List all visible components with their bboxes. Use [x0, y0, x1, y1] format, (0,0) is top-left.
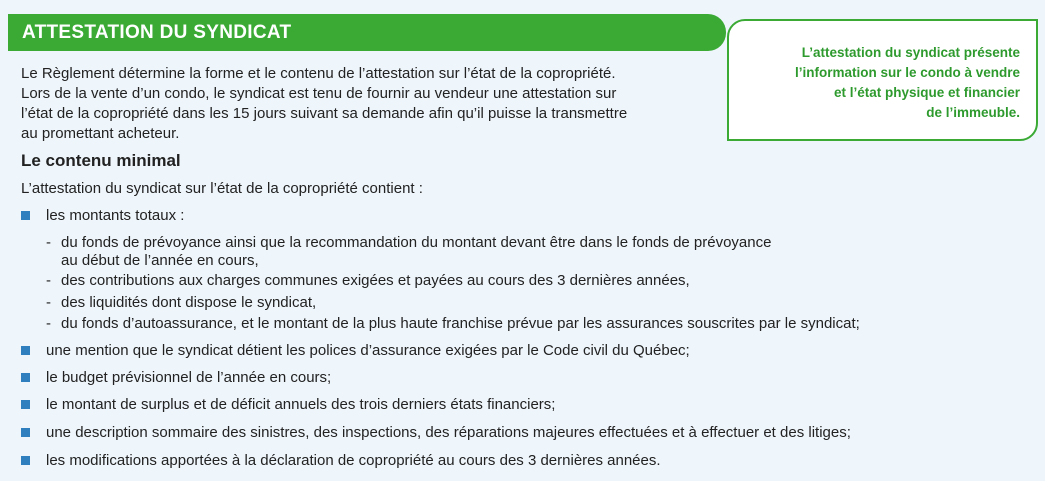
sub-list-item-text: du fonds de prévoyance ainsi que la recommandation du montant devant être dans le fonds de prévoyance	[61, 234, 772, 251]
list-item	[21, 452, 661, 469]
sub-list-item	[46, 294, 316, 312]
list-item-text: une mention que le syndicat détient les polices d’assurance exigées par le Code civil du Québec;	[46, 342, 690, 359]
square-bullet-icon	[21, 428, 30, 437]
sub-list-item-continuation: au début de l’année en cours,	[61, 252, 259, 269]
list-item-text: les montants totaux :	[46, 207, 185, 224]
dash-icon: -	[46, 272, 51, 289]
list-item-text: les modifications apportées à la déclaration de copropriété au cours des 3 dernières années.	[46, 452, 661, 469]
sub-list-item	[46, 272, 690, 290]
square-bullet-icon	[21, 211, 30, 220]
sub-list-item	[46, 234, 771, 270]
square-bullet-icon	[21, 346, 30, 355]
callout-box	[727, 19, 1038, 141]
list-item-text: une description sommaire des sinistres, des inspections, des réparations majeures effectuées et à effectuer et des litiges;	[46, 424, 851, 441]
section-title: Le contenu minimal	[21, 151, 181, 170]
list-item	[21, 369, 331, 386]
sub-list-item	[46, 315, 860, 333]
square-bullet-icon	[21, 400, 30, 409]
list-item	[21, 207, 184, 224]
section-lead: L’attestation du syndicat sur l’état de la copropriété contient :	[21, 180, 423, 197]
section-header-title: ATTESTATION DU SYNDICAT	[22, 21, 292, 43]
square-bullet-icon	[21, 456, 30, 465]
list-item-text: le montant de surplus et de déficit annuels des trois derniers états financiers;	[46, 396, 556, 413]
sub-list-item-text: des liquidités dont dispose le syndicat,	[61, 294, 317, 311]
dash-icon: -	[46, 315, 51, 332]
intro-paragraph: Le Règlement détermine la forme et le contenu de l’attestation sur l’état de la copropriété. Lors de la vente d’un condo, le syndicat est tenu de fournir au vendeur une attestation sur l’état de la copropriété dans les 15 jours suivant sa demande afin qu’il puisse la transmettre au promettant acheteur.	[21, 65, 628, 142]
list-item	[21, 396, 555, 413]
dash-icon: -	[46, 294, 51, 311]
sub-list-item-text: des contributions aux charges communes exigées et payées au cours des 3 dernières années,	[61, 272, 690, 289]
list-item	[21, 424, 851, 441]
sub-list-item-text: du fonds d’autoassurance, et le montant de la plus haute franchise prévue par les assurances souscrites par le syndicat;	[61, 315, 860, 332]
list-item	[21, 342, 690, 359]
square-bullet-icon	[21, 373, 30, 382]
callout-text: L’attestation du syndicat présente l’information sur le condo à vendre et l’état physique et financier de l’immeuble.	[794, 45, 1020, 120]
dash-icon: -	[46, 234, 51, 251]
section-header-bar	[8, 14, 726, 51]
list-item-text: le budget prévisionnel de l’année en cours;	[46, 369, 332, 386]
